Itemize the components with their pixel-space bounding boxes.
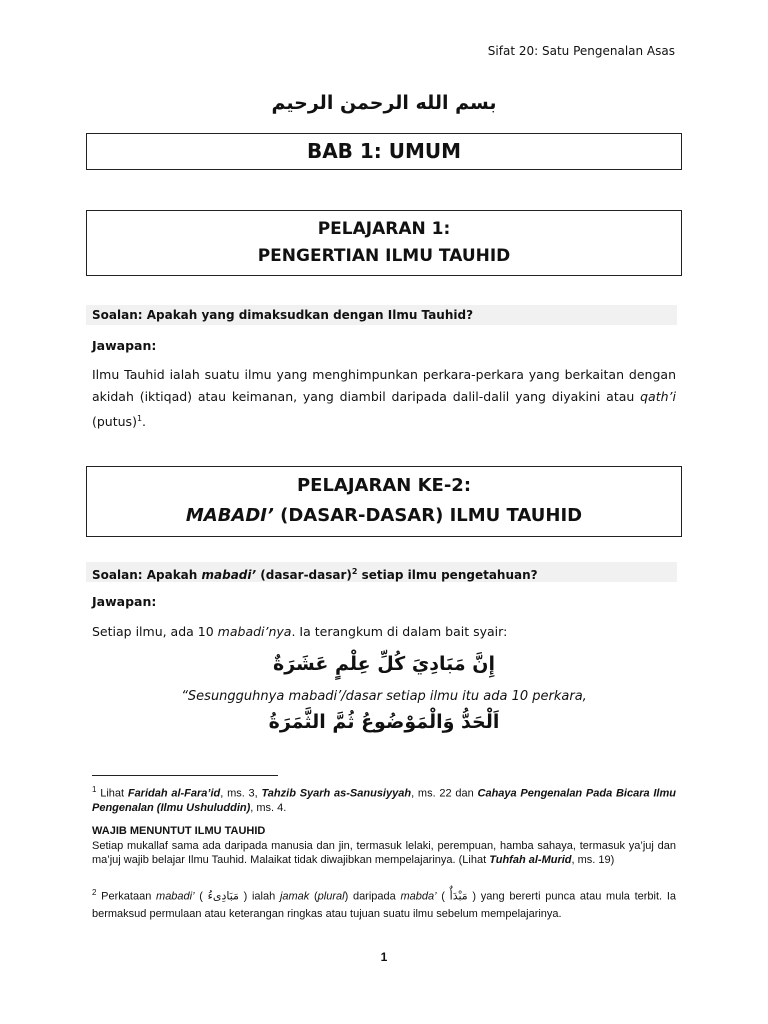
arabic-mabadi: مَبَادِىءُ [207, 889, 239, 903]
lesson2-title-box [86, 466, 682, 537]
chapter-title-box [86, 133, 682, 170]
footnote-wajib-text: Setiap mukallaf sama ada daripada manusia dan jin, termasuk lelaki, perempuan, hamba sahaya, termasuk ya’juj dan ma’juj wajib belajar Ilmu Tauhid. Malaikat tidak diwajibkan mempelajarinya. (Lihat Tuhfah al-Murid, ms. 19) [92, 840, 676, 866]
lesson1-question: Soalan: Apakah yang dimaksudkan dengan Ilmu Tauhid? [86, 305, 677, 325]
arabic-mabda: مَبْدَأٌ [449, 889, 468, 903]
lesson2-answer: Setiap ilmu, ada 10 mabadi’nya. Ia terangkum di dalam bait syair: [92, 624, 508, 639]
running-head: Sifat 20: Satu Pengenalan Asas [487, 44, 675, 58]
lesson1-title: PENGERTIAN ILMU TAUHID [257, 246, 511, 266]
arabic-verse-2: اَلْحَدُّ وَالْمَوْضُوعُ ثُمَّ الثَّمَرَةُ [268, 711, 500, 733]
lesson1-title-box [86, 210, 682, 276]
lesson2-answer-label: Jawapan: [92, 594, 157, 609]
page-number: 1 [380, 950, 388, 964]
lesson1-number: PELAJARAN 1: [317, 219, 451, 239]
footnote-heading: WAJIB MENUNTUT ILMU TAUHID [92, 825, 266, 837]
lesson2-question: Soalan: Apakah mabadi’ (dasar-dasar)$^2$ setiap ilmu pengetahuan? [86, 562, 677, 582]
lesson1-answer: Ilmu Tauhid ialah suatu ilmu yang menghimpunkan perkara-perkara yang berkaitan dengan akidah (iktiqad) atau keimanan, yang diambil daripada dalil-dalil yang diyakini atau qath’i (putus)$^1$. [92, 367, 676, 430]
arabic-verse-1: إِنَّ مَبَادِيَ كُلِّ عِلْمٍ عَشَرَةٌ [273, 653, 495, 675]
lesson1-answer-label: Jawapan: [92, 338, 157, 353]
lesson2-number: PELAJARAN KE-2: [296, 475, 472, 496]
footnote-1: $^1$ Lihat Faridah al-Fara’id, ms. 3, Tahzib Syarh as-Sanusiyyah, ms. 22 dan Cahaya Pengenalan Pada Bicara Ilmu Pengenalan (Ilmu Ushuluddin), ms. 4. [92, 785, 676, 814]
footnote-divider [92, 775, 278, 776]
chapter-title: BAB 1: UMUM [306, 139, 462, 163]
footnote-2: $^2$ Perkataan mabadi’ ( مَبَادِىءُ ) ialah jamak (plural) daripada mabda’ ( مَبْدَأٌ ) yang bererti punca atau mula terbit. Ia bermaksud permulaan atau keterangan ringkas atau tujuan suatu ilmu sebelum mempelajarinya. [92, 888, 676, 920]
verse-translation: “Sesungguhnya mabadi’/dasar setiap ilmu itu ada 10 perkara, [181, 689, 587, 704]
lesson2-title: MABADI’ (DASAR-DASAR) ILMU TAUHID [185, 505, 583, 526]
basmala: بسم الله الرحمن الرحيم [271, 92, 497, 114]
